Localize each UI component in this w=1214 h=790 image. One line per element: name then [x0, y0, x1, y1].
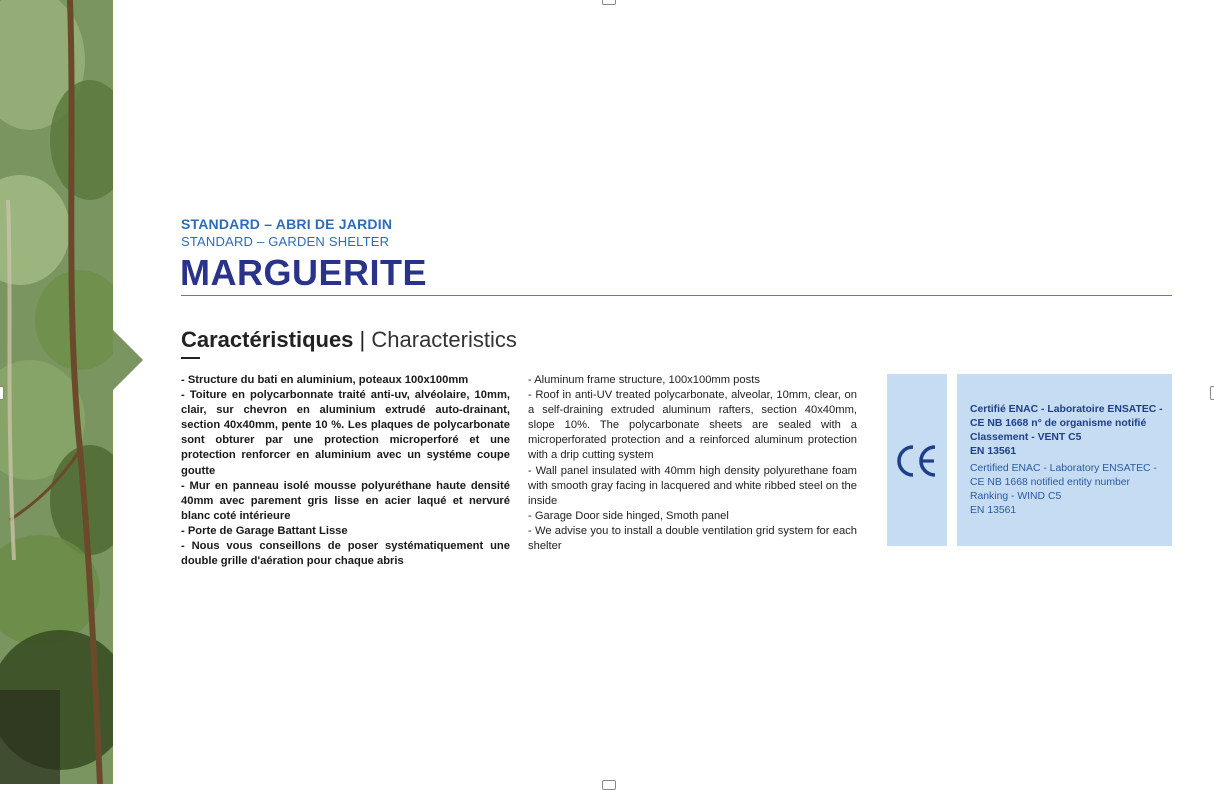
resize-handle-left[interactable]: [0, 386, 4, 400]
heading-fr: Caractéristiques: [181, 327, 354, 352]
feature-en-item: - Wall panel insulated with 40mm high density polyurethane foam with smooth gray facing in lacquered and white ribbed steel on the inside: [528, 464, 857, 507]
title-divider: [181, 295, 1172, 296]
feature-en-item: - Garage Door side hinged, Smoth panel: [528, 509, 729, 522]
cert-en-line: EN 13561: [970, 505, 1017, 516]
feature-en-item: - We advise you to install a double ventilation grid system for each shelter: [528, 524, 857, 553]
certification-fr: [970, 403, 1164, 459]
cert-en-line: CE NB 1668 notified entity number: [970, 477, 1130, 488]
resize-handle-bottom[interactable]: [602, 780, 616, 790]
certification-en: [970, 462, 1164, 518]
cert-en-line: Certified ENAC - Laboratory ENSATEC -: [970, 463, 1157, 474]
strip-notch: [113, 330, 143, 390]
subtitle-en: STANDARD – GARDEN SHELTER: [181, 234, 390, 249]
cert-en-line: Ranking - WIND C5: [970, 491, 1062, 502]
heading-separator: |: [359, 327, 366, 352]
feature-fr-item: - Mur en panneau isolé mousse polyuréthane haute densité 40mm avec parement gris lisse en acier laqué et nervuré blanc coté intérieure: [181, 479, 510, 522]
resize-handle-right[interactable]: [1210, 386, 1214, 400]
cert-fr-line: CE NB 1668 n° de organisme notifié: [970, 418, 1147, 429]
features-fr-list: [181, 373, 510, 569]
cert-fr-line: EN 13561: [970, 446, 1017, 457]
feature-fr-item: - Structure du bati en aluminium, poteaux 100x100mm: [181, 374, 469, 386]
heading-underline: [181, 357, 200, 359]
cert-fr-line: Certifié ENAC - Laboratoire ENSATEC -: [970, 404, 1163, 415]
certification-box: [957, 374, 1172, 546]
ce-mark-icon: [895, 444, 939, 478]
product-title: MARGUERITE: [180, 252, 427, 293]
feature-en-item: - Aluminum frame structure, 100x100mm posts: [528, 374, 760, 386]
feature-fr-item: - Porte de Garage Battant Lisse: [181, 524, 348, 537]
feature-en-item: - Roof in anti-UV treated polycarbonate, alveolar, 10mm, clear, on a self-draining extruded aluminum rafters, section 40x40mm, slope 10%. The polycarbonate sheets are sealed with a microperforated protection and a reinforced aluminum protection with a drip cutting system: [528, 389, 857, 462]
resize-handle-top[interactable]: [602, 0, 616, 5]
section-heading: [181, 327, 517, 353]
subtitle-fr: STANDARD – ABRI DE JARDIN: [181, 216, 393, 232]
garden-photo: [0, 0, 113, 784]
feature-fr-item: - Toiture en polycarbonnate traité anti-uv, alvéolaire, 10mm, clair, sur chevron en aluminium extrudé auto-drainant, section 40x40mm, pente 10 %. Les plaques de polycarbonate sont obturer par une protection microperforé et une protection renforcer en aluminium avec un systéme coupe goutte: [181, 389, 510, 477]
feature-fr-item: - Nous vous conseillons de poser systématiquement une double grille d'aération pour chaque abris: [181, 540, 510, 568]
ce-mark-box: [887, 374, 947, 546]
features-en-list: [528, 373, 857, 554]
cert-fr-line: Classement - VENT C5: [970, 432, 1082, 443]
heading-en: Characteristics: [371, 327, 517, 352]
